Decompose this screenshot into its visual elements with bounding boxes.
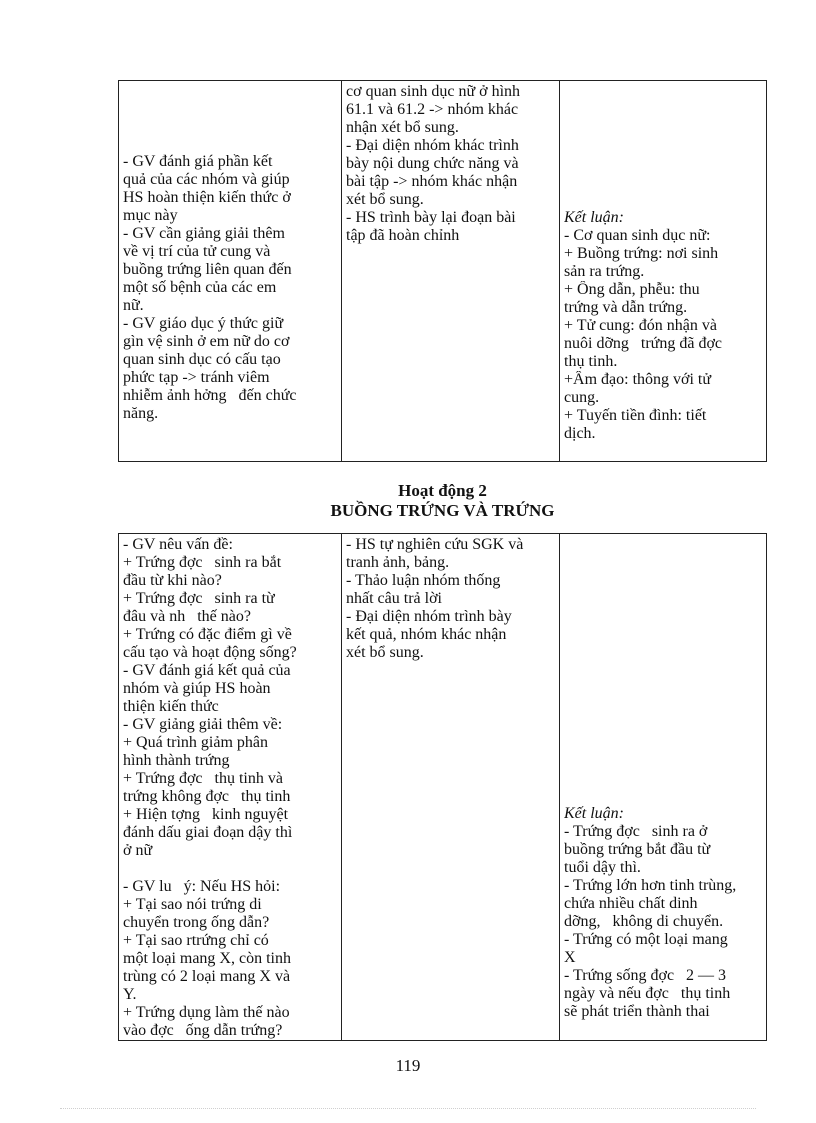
text-line: + Buồng trứng: nơi sinh	[564, 245, 719, 262]
text-line: + Trứng có đặc điểm gì về	[123, 626, 292, 643]
text-line: chứa nhiều chất dinh	[564, 895, 698, 912]
conclusion-title: Kết luận:	[564, 209, 624, 226]
text-line: tuổi dậy thì.	[564, 859, 641, 876]
text-line: sẽ phát triển thành thai	[564, 1003, 710, 1020]
text-line: - HS tự nghiên cứu SGK và	[346, 536, 524, 553]
text-line: HS hoàn thiện kiến thức ở	[123, 189, 291, 206]
conclusion-cell	[560, 81, 767, 462]
text-line	[123, 117, 337, 135]
text-line: bày nội dung chức năng và	[346, 155, 519, 172]
text-line: tranh ảnh, bảng.	[346, 554, 450, 571]
text-line: ở nữ	[123, 842, 153, 859]
text-line: cấu tạo và hoạt động sống?	[123, 644, 297, 661]
text-line: Y.	[123, 986, 137, 1003]
text-line: dỡng, không di chuyển.	[564, 913, 724, 930]
lesson-table-activity-1	[118, 80, 767, 462]
text-line: - Đại diện nhóm khác trình	[346, 137, 519, 154]
text-line: bài tập -> nhóm khác nhận	[346, 173, 518, 190]
text-line: - GV cần giảng giải thêm	[123, 225, 285, 242]
text-line: - GV lu ý: Nếu HS hỏi:	[123, 878, 281, 895]
text-line	[123, 81, 337, 99]
student-activities-cell	[342, 534, 560, 1041]
text-line: trứng không đợc thụ tinh	[123, 788, 291, 805]
conclusion-cell	[560, 534, 767, 1041]
text-line: thiện kiến thức	[123, 698, 219, 715]
text-line	[123, 135, 337, 153]
text-line: đâu và nh thế nào?	[123, 608, 251, 625]
text-line: nhận xét bổ sung.	[346, 119, 459, 136]
text-line: + Trứng đợc sinh ra bắt	[123, 554, 282, 571]
text-line: kết quả, nhóm khác nhận	[346, 626, 507, 643]
text-line: xét bổ sung.	[346, 191, 424, 208]
text-line: + Quá trình giảm phân	[123, 734, 268, 751]
text-line: + Trứng đợc thụ tinh và	[123, 770, 283, 787]
text-line: +Âm đạo: thông với tử	[564, 371, 712, 388]
text-line: X	[564, 949, 576, 966]
text-line: + Tại sao rtrứng chỉ có	[123, 932, 269, 949]
text-line: gìn vệ sinh ở em nữ do cơ	[123, 333, 290, 350]
text-line: - GV giáo dục ý thức giữ	[123, 315, 284, 332]
text-line: - Trứng sống đợc 2 — 3	[564, 967, 727, 984]
text-line: + Tại sao nói trứng di	[123, 896, 262, 913]
text-line: tập đã hoàn chỉnh	[346, 227, 460, 244]
text-line: nhóm và giúp HS hoàn	[123, 680, 271, 697]
text-line: - GV nêu vấn đề:	[123, 536, 233, 553]
text-line: - Đại diện nhóm trình bày	[346, 608, 512, 625]
text-line: - Trứng đợc sinh ra ở	[564, 823, 708, 840]
text-line: phức tạp -> tránh viêm	[123, 369, 270, 386]
text-line: một số bệnh của các em	[123, 279, 277, 296]
text-line: vào đợc ống dẫn trứng?	[123, 1022, 283, 1039]
text-line: cung.	[564, 389, 600, 406]
text-line: xét bổ sung.	[346, 644, 424, 661]
text-line: trùng có 2 loại mang X và	[123, 968, 291, 985]
text-line: quan sinh dục có cấu tạo	[123, 351, 281, 368]
text-line: - Cơ quan sinh dục nữ:	[564, 227, 711, 244]
text-line: trứng và dẫn trứng.	[564, 299, 688, 316]
teacher-activities-text	[123, 534, 337, 1040]
section-subheading: BUỒNG TRỨNG VÀ TRỨNG	[330, 501, 555, 520]
teacher-activities-text	[123, 81, 337, 423]
text-line: ngày và nếu đợc thụ tinh	[564, 985, 731, 1002]
teacher-activities-cell	[119, 534, 342, 1041]
text-line: về vị trí của tử cung và	[123, 243, 271, 260]
text-line: - Trứng lớn hơn tinh trùng,	[564, 877, 737, 894]
text-line: - Thảo luận nhóm thống	[346, 572, 501, 589]
text-line: hình thành trứng	[123, 752, 230, 769]
student-activities-text	[346, 81, 555, 245]
conclusion-title: Kết luận:	[564, 805, 624, 822]
text-line: mục này	[123, 207, 178, 224]
text-line: nuôi dỡng trứng đã đợc	[564, 335, 723, 352]
text-line: thụ tinh.	[564, 353, 618, 370]
text-line: - GV đánh giá phần kết	[123, 153, 273, 170]
text-line: + Trứng dụng làm thế nào	[123, 1004, 290, 1021]
text-line: dịch.	[564, 425, 596, 442]
text-line: + Ống dẫn, phễu: thu	[564, 281, 700, 298]
text-line: - GV đánh giá kết quả của	[123, 662, 291, 679]
text-line: 61.1 và 61.2 -> nhóm khác	[346, 101, 519, 118]
text-line: cơ quan sinh dục nữ ở hình	[346, 83, 521, 100]
text-line: + Trứng đợc sinh ra từ	[123, 590, 275, 607]
text-line: - GV giảng giải thêm về:	[123, 716, 283, 733]
lesson-table-activity-2	[118, 533, 767, 1041]
text-line: buồng trứng liên quan đến	[123, 261, 292, 278]
conclusion-text	[564, 534, 762, 1021]
text-line: một loại mang X, còn tinh	[123, 950, 291, 967]
student-activities-cell	[342, 81, 560, 462]
table-row	[119, 534, 767, 1041]
text-line: nữ.	[123, 297, 144, 314]
student-activities-text	[346, 534, 555, 662]
text-line: buồng trứng bắt đầu từ	[564, 841, 711, 858]
text-line: nhất câu trả lời	[346, 590, 442, 607]
table-row	[119, 81, 767, 462]
text-line: năng.	[123, 405, 159, 422]
teacher-activities-cell	[119, 81, 342, 462]
text-line: đầu từ khi nào?	[123, 572, 222, 589]
text-line	[123, 99, 337, 117]
text-line: quả của các nhóm và giúp	[123, 171, 290, 188]
text-line: chuyển trong ống dẫn?	[123, 914, 270, 931]
conclusion-text	[564, 81, 762, 443]
text-line: - HS trình bày lại đoạn bài	[346, 209, 516, 226]
section-heading: Hoạt động 2	[398, 481, 487, 500]
text-line	[123, 860, 337, 878]
text-line: - Trứng có một loại mang	[564, 931, 728, 948]
text-line: đánh dấu giai đoạn dậy thì	[123, 824, 293, 841]
footer-divider	[60, 1108, 756, 1109]
text-line: + Hiện tợng kinh nguyệt	[123, 806, 289, 823]
text-line: nhiễm ảnh hởng đến chức	[123, 387, 297, 404]
text-line: sản ra trứng.	[564, 263, 645, 280]
text-line: + Tuyến tiền đình: tiết	[564, 407, 707, 424]
text-line: + Tử cung: đón nhận và	[564, 317, 717, 334]
page-number: 119	[395, 1056, 421, 1075]
